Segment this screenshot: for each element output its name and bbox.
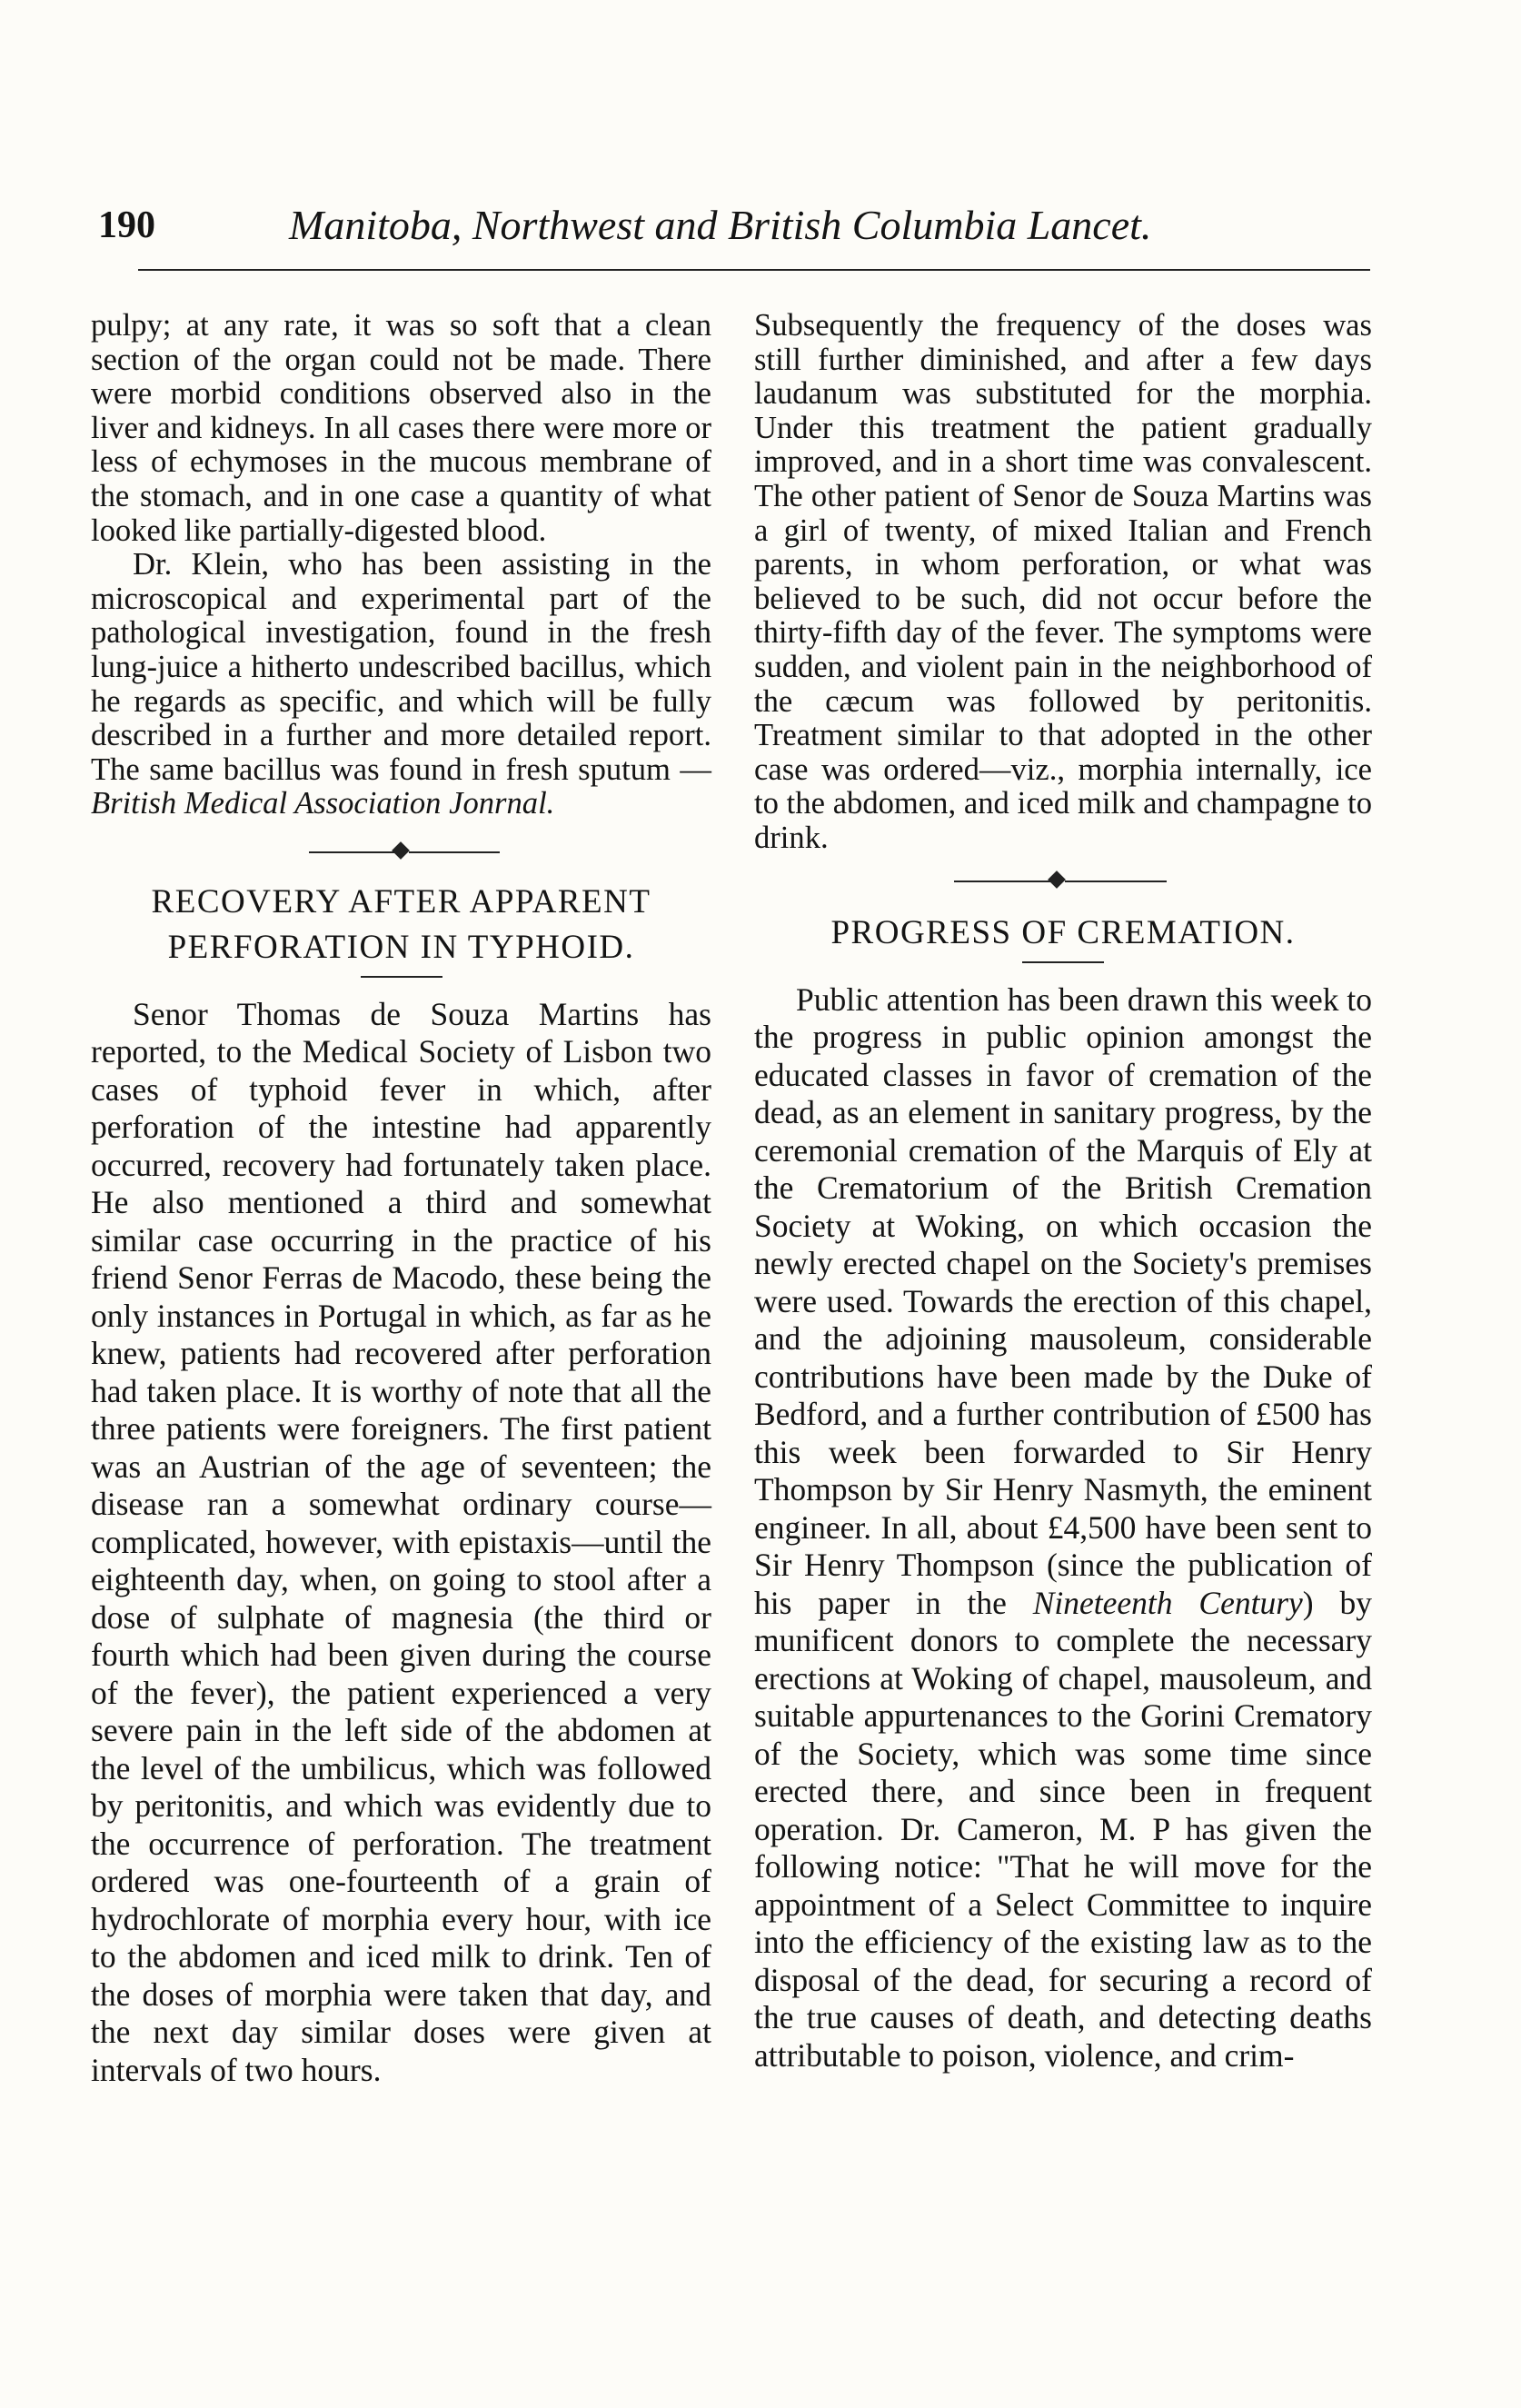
title-rule [361, 976, 442, 978]
article-body [754, 981, 1372, 2075]
journal-title: Nineteenth Century [1032, 1584, 1303, 1621]
klein-paragraph [91, 548, 711, 821]
running-title: Manitoba, Northwest and British Columbia Lancet. [289, 202, 1152, 248]
article-body-part1: Public attention has been drawn this week to the progress in public opinion amongst the educated classes in favor of cremation of the dead, as an element in sanitary progress, by the ceremonial cremation of the Marquis of Ely at the Crematorium of the British Cremation Society at Woking, on which occasion the newly erected chapel on the Society's premises were used. Towards the erection of this chapel, and the adjoining mausoleum, considerable contributions have been made by the Duke of Bedford, and a further contribution of £500 has this week been forwarded to Sir Henry Thompson by Sir Henry Nasmyth, the eminent engineer. In all, about £4,500 have been sent to Sir Henry Thompson (since the publication of his paper in the [754, 980, 1372, 1621]
section-ornament [91, 836, 711, 867]
left-column [91, 308, 711, 2089]
klein-citation: British Medical Association Jonrnal. [91, 786, 555, 821]
header-rule [138, 269, 1370, 271]
right-column [754, 308, 1372, 2075]
page-number: 190 [98, 204, 155, 246]
article-body-part2: ) by munificent donors to complete the necessary erections at Woking of chapel, mausoleum, and suitable appurtenances to the Gorini Crematory of the Society, which was some time since erected there, and since been in frequent operation. Dr. Cameron, M. P has given the following notice: "That he will move for the appointment of a Select Committee to inquire into the efficiency of the existing law as to the disposal of the dead, for securing a record of the true causes of death, and detecting deaths attributable to poison, violence, and crim- [754, 1584, 1372, 2074]
page-header [98, 200, 1370, 264]
article-title: RECOVERY AFTER APPARENT PERFORATION IN TYPHOID. [151, 882, 651, 966]
title-rule [1022, 961, 1104, 963]
article-body: Senor Thomas de Souza Martins has reported, to the Medical Society of Lisbon two cases of typhoid fever in which, after perforation of the intestine had apparently occurred, recovery had fortunately taken place. He also mentioned a third and somewhat similar case occurring in the practice of his friend Senor Ferras de Macodo, these being the only instances in Portugal in which, as far as he knew, patients had recovered after perforation had taken place. It is worthy of note that all the three patients were foreigners. The first patient was an Austrian of the age of seventeen; the disease ran a somewhat ordinary course—complicated, however, with epistaxis—until the eighteenth day, when, on going to stool after a dose of sulphate of magnesia (the third or fourth which had been given during the course of the fever), the patient experienced a very severe pain in the left side of the abdomen at the level of the umbilicus, which was followed by peritonitis, and which was evidently due to the occurrence of perforation. The treatment ordered was one-fourteenth of a grain of hydrochlorate of morphia every hour, with ice to the abdomen and iced milk to drink. Ten of the doses of morphia were taken that day, and the next day similar doses were given at intervals of two hours. [91, 995, 711, 2088]
klein-paragraph-text: Dr. Klein, who has been assisting in the microscopical and experimental part of the pathological investigation, found in the fresh lung-juice a hitherto undescribed bacillus, which he regards as specific, and which will be fully described in a further and more detailed report. The same bacillus was found in fresh sputum — [91, 547, 711, 787]
right-column-text [754, 309, 1372, 2075]
article-title: PROGRESS OF CREMATION. [830, 913, 1296, 951]
continued-paragraph: pulpy; at any rate, it was so soft that a clean section of the organ could not be made. There were morbid conditions observed also in the liver and kidneys. In all cases there were more or less of echymoses in the mucous membrane of the stomach, and in one case a quantity of what looked like partially-digested blood. [91, 308, 711, 548]
left-column-text [91, 309, 711, 2089]
continued-paragraph: Subsequently the frequency of the doses was still further diminished, and after a few days laudanum was substituted for the morphia. Under this treatment the patient gradually improved, and in a short time was convalescent. The other patient of Senor de Souza Martins was a girl of twenty, of mixed Italian and French parents, in whom perforation, or what was believed to be such, did not occur before the thirty-fifth day of the fever. The symptoms were sudden, and violent pain in the neighborhood of the cæcum was followed by peritonitis. Treatment similar to that adopted in the other case was ordered—viz., morphia internally, ice to the abdomen, and iced milk and champagne to drink. [754, 308, 1372, 855]
section-ornament [754, 865, 1372, 896]
